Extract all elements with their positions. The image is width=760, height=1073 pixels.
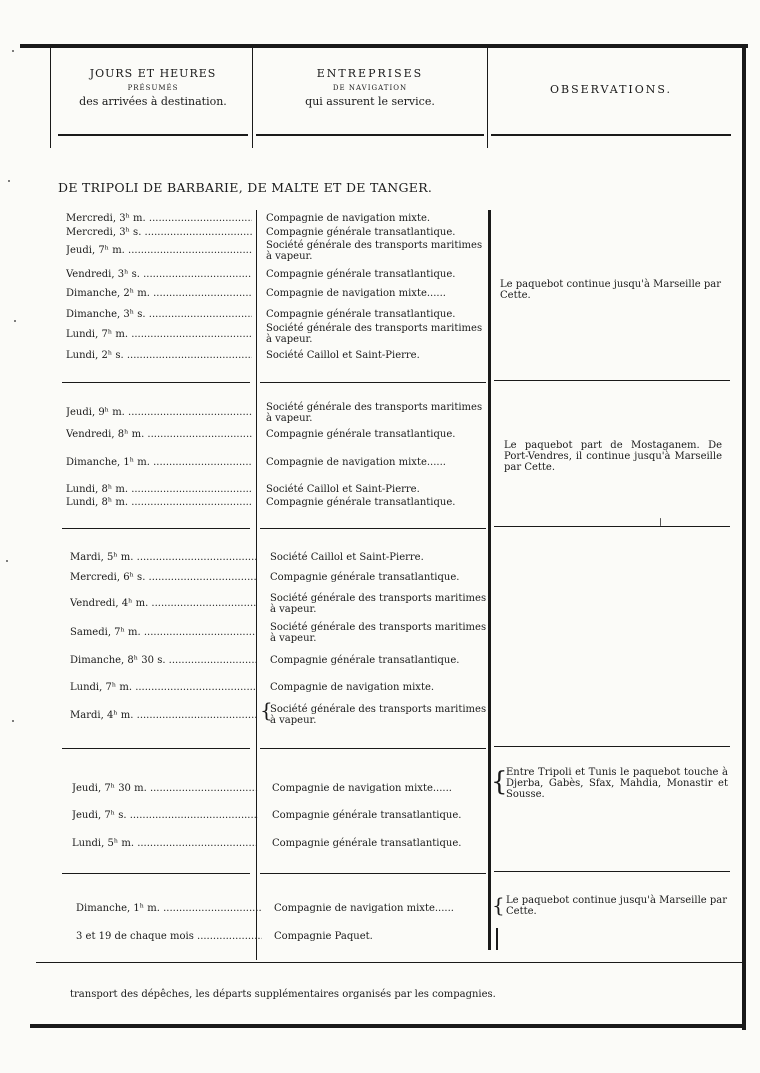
group-separator-4 [62,873,250,874]
group2-company-2: Compagnie générale transatlantique. [266,429,456,440]
group3-brace: { [260,698,273,722]
group3-company-7: Société générale des transports maritimes à vapeur. [270,704,487,726]
group4-observation: Entre Tripoli et Tunis le paquebot touche à Djerba, Gabès, Sfax, Mahdia, Monastir et Sousse. [506,767,728,800]
group3-company-5: Compagnie générale transatlantique. [270,655,460,666]
group-separator-2b [260,528,486,529]
group1-day-1: Mercredi, 3ʰ m. ..... [66,213,252,224]
group1-day-2: Mercredi, 3ʰ s. ..... [66,227,252,238]
section-title: DE TRIPOLI DE BARBARIE, DE MALTE ET DE TANGER. [58,180,433,195]
group1-company-7: Société générale des transports maritimes à vapeur. [266,323,483,345]
group3-day-6: Lundi, 7ʰ m. ..... [70,682,256,693]
group4-day-1: Jeudi, 7ʰ 30 m. ..... [72,783,258,794]
group4-brace: { [491,767,508,797]
group1-company-5: Compagnie de navigation mixte...... [266,288,446,299]
header-col2-line1: ENTREPRISES [316,67,424,80]
group-separator-1 [62,382,250,383]
group-separator-3c [494,746,730,747]
group2-observation: Le paquebot part de Mostaganem. De Port-Vendres, il continue jusqu'à Marseille par Cette. [504,440,722,473]
header-col1-line2: PRÉSUMÉS [127,84,179,92]
group1-day-7: Lundi, 7ʰ m. ..... [66,329,252,340]
scan-speck [12,720,14,722]
group1-company-4: Compagnie générale transatlantique. [266,269,456,280]
footer-note: transport des dépêches, les départs supplémentaires organisés par les compagnies. [70,989,496,1000]
header-bottom-rule-1 [58,134,248,136]
scan-speck [6,560,8,562]
group4-company-2: Compagnie générale transatlantique. [272,810,462,821]
group3-day-5: Dimanche, 8ʰ 30 s. ..... [70,655,256,666]
group3-company-4: Société générale des transports maritimes à vapeur. [270,622,487,644]
group3-company-1: Société Caillol et Saint-Pierre. [270,552,424,563]
group1-day-5: Dimanche, 2ʰ m. ..... [66,288,252,299]
group2-company-1: Société générale des transports maritimes à vapeur. [266,402,483,424]
group1-day-8: Lundi, 2ʰ s. ..... [66,350,252,361]
group3-day-1: Mardi, 5ʰ m. ..... [70,552,256,563]
group2-day-3: Dimanche, 1ʰ m. ..... [66,457,252,468]
group-separator-1c [494,380,730,381]
group3-day-4: Samedi, 7ʰ m. ..... [70,627,256,638]
group5-company-1: Compagnie de navigation mixte...... [274,903,454,914]
group3-company-6: Compagnie de navigation mixte. [270,682,435,693]
group1-observation: Le paquebot continue jusqu'à Marseille par Cette. [500,279,722,301]
group3-company-3: Société générale des transports maritimes à vapeur. [270,593,487,615]
group2-day-2: Vendredi, 8ʰ m. ..... [66,429,252,440]
frame-left-rule [50,48,51,148]
group4-day-2: Jeudi, 7ʰ s. ..... [72,810,258,821]
group-separator-1b [260,382,486,383]
scan-speck [8,180,10,182]
group2-company-4: Société Caillol et Saint-Pierre. [266,484,420,495]
header-col2-line2: DE NAVIGATION [332,84,408,92]
scan-speck [14,320,16,322]
group3-day-3: Vendredi, 4ʰ m. ..... [70,598,256,609]
group4-day-3: Lundi, 5ʰ m. ..... [72,838,258,849]
group5-brace: { [492,893,505,917]
header-col1-line1: JOURS ET HEURES [89,67,217,80]
header-col-rule-1 [252,48,253,148]
group2-day-4: Lundi, 8ʰ m. ..... [66,484,252,495]
frame-top-rule [20,44,748,48]
group5-col-mark [496,928,498,950]
group1-company-3: Société générale des transports maritimes à vapeur. [266,240,483,262]
group2-company-5: Compagnie générale transatlantique. [266,497,456,508]
table-bottom-rule [36,962,742,963]
group1-company-8: Société Caillol et Saint-Pierre. [266,350,420,361]
group-separator-2 [62,528,250,529]
header-col2-line3: qui assurent le service. [305,95,435,108]
group2-company-3: Compagnie de navigation mixte...... [266,457,446,468]
group1-day-3: Jeudi, 7ʰ m. ..... [66,245,252,256]
header-bottom-rule-3 [491,134,731,136]
group-separator-3 [62,748,250,749]
header-col1 [58,67,248,109]
group5-day-1: Dimanche, 1ʰ m. ..... [76,903,262,914]
group5-day-2: 3 et 19 de chaque mois ..... [76,931,262,942]
frame-bottom-rule [30,1024,746,1028]
header-col3-line1: OBSERVATIONS. [549,83,673,96]
group-separator-4b [260,873,486,874]
group1-day-6: Dimanche, 3ʰ s. ..... [66,309,252,320]
group5-company-2: Compagnie Paquet. [274,931,373,942]
header-col2 [256,67,484,109]
frame-right-rule [742,44,746,1030]
header-col-rule-2 [487,48,488,148]
group3-day-7: Mardi, 4ʰ m. ..... [70,710,256,721]
group3-company-2: Compagnie générale transatlantique. [270,572,460,583]
group-separator-3b [260,748,486,749]
header-col1-line3: des arrivées à destination. [79,95,227,108]
group-separator-2c [494,526,730,527]
group1-company-6: Compagnie générale transatlantique. [266,309,456,320]
group2-day-1: Jeudi, 9ʰ m. ..... [66,407,252,418]
group2-day-5: Lundi, 8ʰ m. ..... [66,497,252,508]
header-bottom-rule-2 [256,134,484,136]
scan-speck [12,50,14,52]
group1-company-1: Compagnie de navigation mixte. [266,213,431,224]
group4-company-3: Compagnie générale transatlantique. [272,838,462,849]
scan-speck [660,518,661,526]
group1-company-2: Compagnie générale transatlantique. [266,227,456,238]
group1-day-4: Vendredi, 3ʰ s. ..... [66,269,252,280]
group-separator-4c [494,871,730,872]
group4-company-1: Compagnie de navigation mixte...... [272,783,452,794]
group3-day-2: Mercredi, 6ʰ s. ..... [70,572,256,583]
header-col3 [491,83,731,97]
group5-observation: Le paquebot continue jusqu'à Marseille par Cette. [506,895,728,917]
